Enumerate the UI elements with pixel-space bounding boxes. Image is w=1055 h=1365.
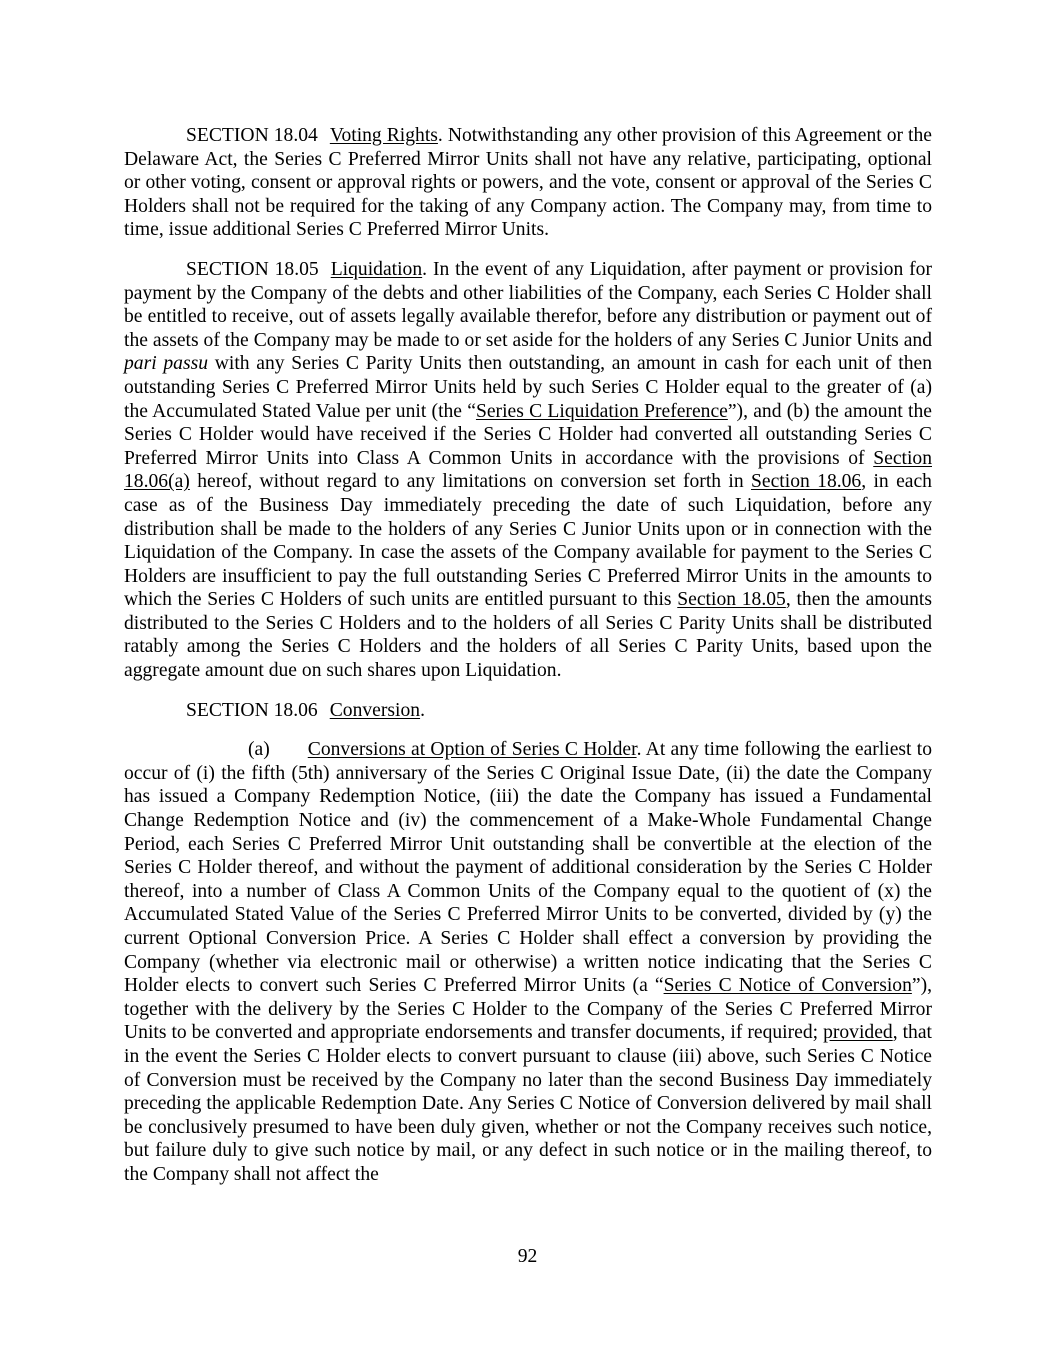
section-18-04 xyxy=(124,124,932,242)
section-reference: Section 18.05 xyxy=(677,589,786,611)
section-18-06-a xyxy=(124,738,932,1186)
body-text: , that in the event the Series C Holder elects to convert pursuant to clause (iii) above, such Series C Notice of Conversion must be received by the Company no later than the second Business Day immediately preceding the applicable Redemption Date. Any Series C Notice of Conversion delivered by mail shall be conclusively presumed to have been duly given, whether or not the Company receives such notice, but failure duly to give such notice by mail, or any defect in such notice or in the mailing thereof, to the Company shall not affect the xyxy=(124,1022,932,1185)
section-18-05 xyxy=(124,258,932,683)
body-text: . At any time following the earliest to occur of (i) the fifth (5th) anniversary of the Series C Original Issue Date, (ii) the date the Company has issued a Company Redemption Notice, (iii) the date the Company has issued a Fundamental Change Redemption Notice and (iv) the commencement of a Make-Whole Fundamental Change Period, each Series C Preferred Mirror Unit outstanding shall be convertible at the election of the Series C Holder thereof, and without the payment of additional consideration by the Series C Holder thereof, into a number of Class A Common Units of the Company equal to the quotient of (x) the Accumulated Stated Value of the Series C Preferred Mirror Units to be converted, divided by (y) the current Optional Conversion Price. A Series C Holder shall effect a conversion by providing the Company (whether via electronic mail or otherwise) a written notice indicating that the Series C Holder elects to convert such Series C Preferred Mirror Units (a “ xyxy=(124,739,933,997)
section-reference: Section 18.06 xyxy=(751,471,862,493)
defined-term: Series C Liquidation Preference xyxy=(475,400,728,422)
body-text: ”), and (b) the amount the Series C Holder would have received if the Series C Holder had converted all outstanding Series C Preferred Mirror Units into Class A Common Units in accordance with the provisions of xyxy=(124,400,932,469)
clause-title: Conversions at Option of Series C Holder xyxy=(307,739,637,761)
document-page xyxy=(124,124,932,1203)
body-text: , then the amounts distributed to the Series C Holders and to the holders of all Series C Parity Units shall be distributed ratably among the Series C Holders and the holders of all Series C Parity Units, based upon the aggregate amount due on such shares upon Liquidation. xyxy=(124,589,932,682)
pari-passu-term: pari passu xyxy=(124,353,209,375)
defined-term: Series C Notice of Conversion xyxy=(663,975,912,997)
page-number: 92 xyxy=(517,1246,538,1267)
section-title: Conversion xyxy=(329,699,421,721)
provided-term: provided xyxy=(823,1022,893,1044)
body-text: , in each case as of the Business Day immediately preceding the date of such Liquidation, before any distribution shall be made to the holders of any Series C Junior Units upon or in connection with the Liquidation of the Company. In case the assets of the Company available for payment to the Series C Holders are insufficient to pay the full outstanding Series C Preferred Mirror Units in the amounts to which the Series C Holders of such units are entitled pursuant to this xyxy=(124,471,932,611)
section-body: . Notwithstanding any other provision of this Agreement or the Delaware Act, the Series C Preferred Mirror Units shall not have any relative, participating, optional or other voting, consent or approval rights or powers, and the vote, consent or approval of the Series C Holders shall not be required for the taking of any Company action. The Company may, from time to time, issue additional Series C Preferred Mirror Units. xyxy=(124,125,932,241)
section-number: SECTION 18.05 xyxy=(186,258,319,280)
section-title: Liquidation xyxy=(330,258,423,280)
section-title: Voting Rights xyxy=(329,125,438,146)
clause-label: (a) xyxy=(248,739,270,761)
section-number: SECTION 18.04 xyxy=(186,125,318,146)
section-18-06 xyxy=(124,699,932,723)
body-text: . In the event of any Liquidation, after payment or provision for payment by the Company of the debts and other liabilities of the Company, each Series C Holder shall be entitled to receive, out of assets legally available therefor, before any distribution or payment out of the assets of the Company may be made to or set aside for the holders of any Series C Junior Units and xyxy=(124,258,933,351)
body-text: hereof, without regard to any limitations on conversion set forth in xyxy=(189,471,752,493)
title-period: . xyxy=(420,699,425,721)
section-reference: Section 18.06(a) xyxy=(124,447,932,493)
body-text: ”), together with the delivery by the Series C Holder to the Company of the Series C Preferred Mirror Units to be converted and appropriate endorsements and transfer documents, if required; xyxy=(124,975,932,1044)
section-number: SECTION 18.06 xyxy=(186,699,318,721)
body-text: with any Series C Parity Units then outstanding, an amount in cash for each unit of then outstanding Series C Preferred Mirror Units held by such Series C Holder equal to the greater of (a) the Accumulated Stated Value per unit (the “ xyxy=(124,353,932,422)
